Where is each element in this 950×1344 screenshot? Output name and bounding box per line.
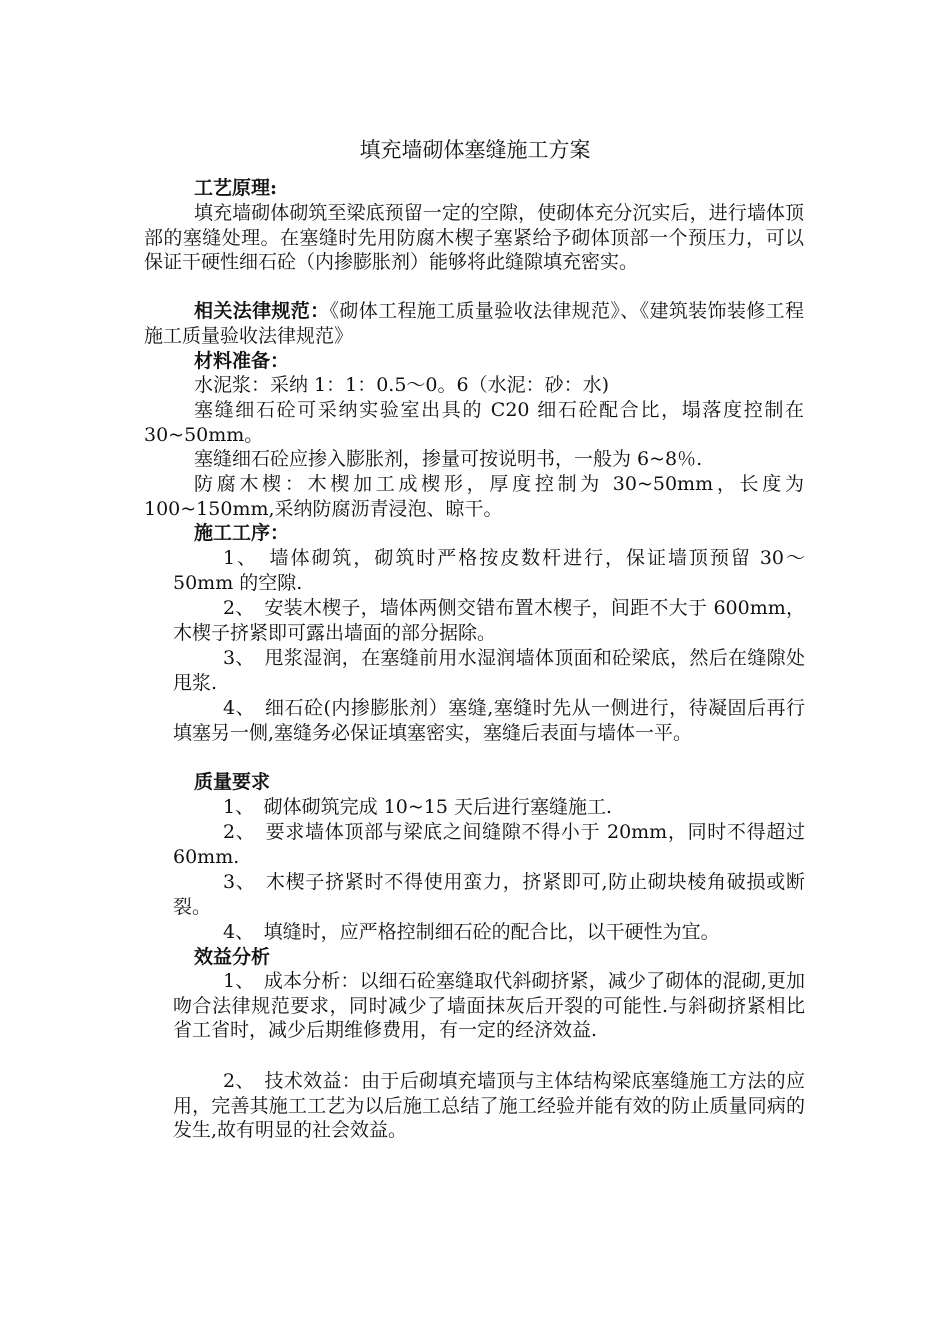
item-text: 木楔子挤紧时不得使用蛮力，挤紧即可,防止砌块棱角破损或断裂。 [173,871,805,918]
item-number: 3、 [223,647,246,669]
item-text: 甩浆湿润，在塞缝前用水湿润墙体顶面和砼梁底，然后在缝隙处甩浆. [173,647,805,694]
procedure-item [173,646,805,695]
principle-heading: 工艺原理: [194,177,278,199]
item-text: 技术效益：由于后砌填充墙顶与主体结构梁底塞缝施工方法的应用，完善其施工工艺为以后施工总结了施工经验并能有效的防止质量同病的发生,故有明显的社会效益。 [173,1070,805,1142]
norms-heading: 相关法律规范： [194,300,330,322]
benefit-item [173,969,805,1043]
materials-item: 塞缝细石砼应掺入膨胀剂，掺量可按说明书，一般为 6~8％. [194,448,703,470]
materials-item: 塞缝细石砼可采纳实验室出具的 C20 细石砼配合比，塌落度控制在 30~50mm。 [144,399,804,446]
quality-item [173,795,805,820]
procedure-item [173,696,805,745]
procedure-item [173,596,805,645]
materials-item: 防腐木楔：木楔加工成楔形，厚度控制为 30~50mm，长度为 100~150mm,采纳防腐沥青浸泡、晾干。 [144,473,804,520]
item-number: 4、 [223,921,245,943]
quality-heading: 质量要求 [194,771,271,793]
quality-item [173,920,805,945]
item-number: 1、 [223,970,245,992]
quality-item [173,870,805,919]
item-text: 填缝时，应严格控制细石砼的配合比，以干硬性为宜。 [263,921,720,943]
item-number: 2、 [223,821,246,843]
procedure-heading: 施工工序： [194,522,290,544]
item-number: 2、 [223,1070,246,1092]
document-title: 填充墙砌体塞缝施工方案 [359,138,591,162]
item-number: 1、 [223,796,245,818]
item-number: 4、 [223,697,246,719]
item-text: 墙体砌筑，砌筑时严格按皮数杆进行，保证墙顶预留 30～50mm 的空隙. [173,547,805,594]
benefit-item [173,1069,805,1143]
item-text: 细石砼(内掺膨胀剂）塞缝,塞缝时先从一侧进行，待凝固后再行填塞另一侧,塞缝务必保证填塞密实，塞缝后表面与墙体一平。 [173,697,805,744]
benefit-heading: 效益分析 [194,946,271,968]
materials-heading: 材料准备： [194,350,290,372]
procedure-item [173,546,805,595]
norms-paragraph [144,299,804,348]
quality-item [173,820,805,869]
item-number: 2、 [223,597,246,619]
principle-text: 填充墙砌体砌筑至梁底预留一定的空隙，使砌体充分沉实后，进行墙体顶部的塞缝处理。在塞缝时先用防腐木楔子塞紧给予砌体顶部一个预压力，可以保证干硬性细石砼（内掺膨胀剂）能够将此缝隙填充密实。 [144,202,804,274]
materials-item: 水泥浆：采纳 1：1：0.5～0。6（水泥：砂：水) [194,374,610,396]
item-text: 安装木楔子，墙体两侧交错布置木楔子，间距不大于 600mm，木楔子挤紧即可露出墙面的部分据除。 [173,597,805,644]
item-number: 3、 [223,871,247,893]
item-text: 成本分析：以细石砼塞缝取代斜砌挤紧，减少了砌体的混砌,更加吻合法律规范要求，同时减少了墙面抹灰后开裂的可能性.与斜砌挤紧相比省工省时，减少后期维修费用，有一定的经济效益. [173,970,805,1042]
item-number: 1、 [223,547,249,569]
item-text: 要求墙体顶部与梁底之间缝隙不得小于 20mm，同时不得超过 60mm. [173,821,805,868]
norms-text: 《砌体工程施工质量验收法律规范》、《建筑装饰装修工程施工质量验收法律规范》 [144,300,804,347]
item-text: 砌体砌筑完成 10~15 天后进行塞缝施工. [263,796,613,818]
